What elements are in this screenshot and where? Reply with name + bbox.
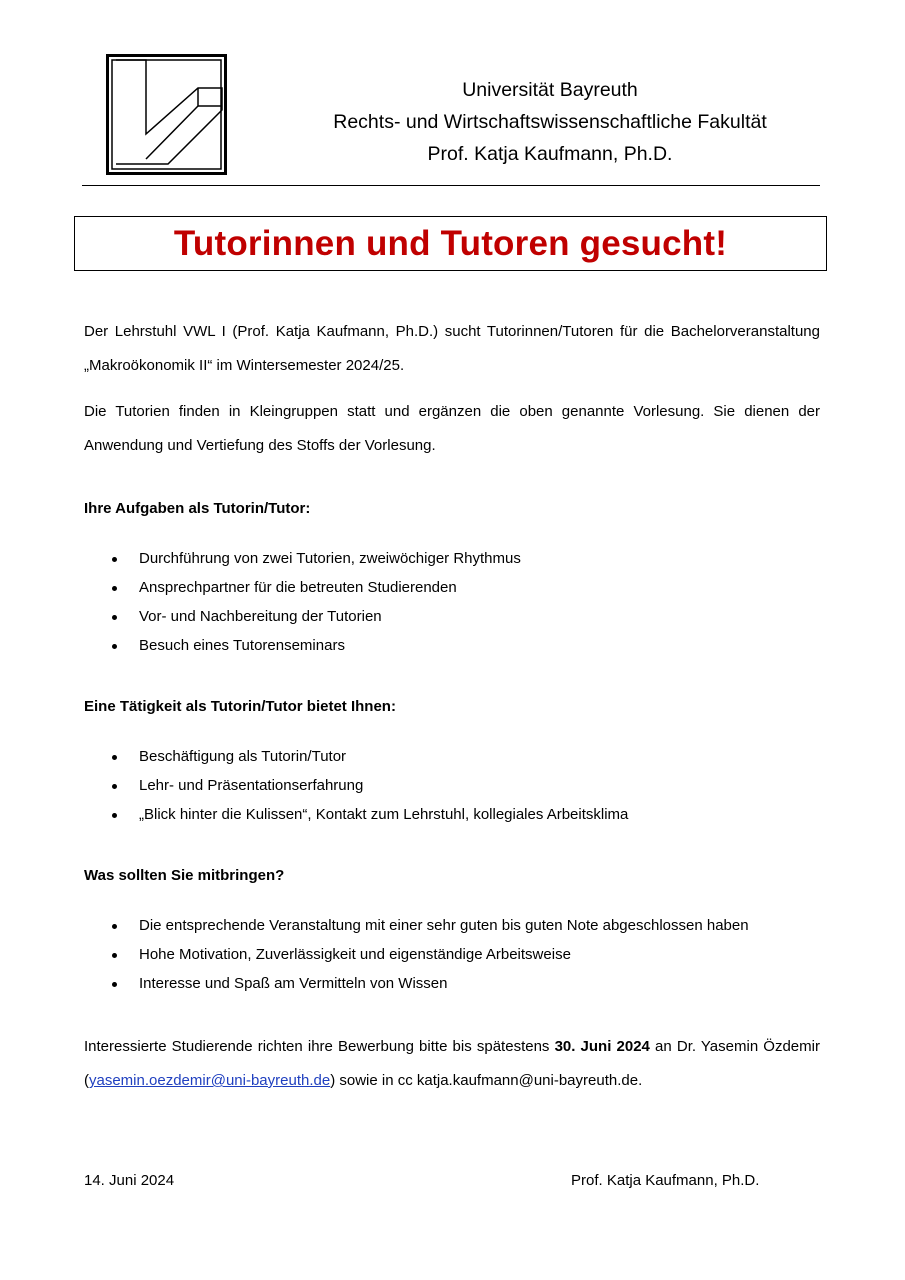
section-heading-tasks: Ihre Aufgaben als Tutorin/Tutor: xyxy=(84,500,311,517)
intro-paragraph-2: Die Tutorien finden in Kleingruppen statt und ergänzen die oben genannte Vorlesung. Sie dienen der Anwendung und Vertiefung des Stoffs der Vorlesung. xyxy=(84,403,820,454)
list-item xyxy=(84,773,820,799)
list-item xyxy=(84,604,820,630)
bullet-icon xyxy=(112,784,117,789)
list-item xyxy=(84,942,820,968)
bullet-icon xyxy=(112,924,117,929)
title-box xyxy=(74,216,827,271)
professor-name: Prof. Katja Kaufmann, Ph.D. xyxy=(427,143,673,165)
benefits-list xyxy=(84,744,820,828)
application-text: Interessierte Studierende richten ihre Bewerbung bitte bis spätestens xyxy=(84,1038,555,1055)
list-item xyxy=(84,575,820,601)
bullet-icon xyxy=(112,557,117,562)
logo-graphic xyxy=(106,54,227,175)
list-item-text: Durchführung von zwei Tutorien, zweiwöchiger Rhythmus xyxy=(139,550,521,567)
university-logo xyxy=(106,54,227,175)
document-date: 14. Juni 2024 xyxy=(84,1172,175,1189)
main-content xyxy=(84,315,820,1098)
requirements-list xyxy=(84,913,820,997)
letterhead xyxy=(250,74,850,170)
bullet-icon xyxy=(112,982,117,987)
list-item xyxy=(84,633,820,659)
list-item xyxy=(84,913,820,939)
bullet-icon xyxy=(112,813,117,818)
application-deadline: 30. Juni 2024 xyxy=(554,1038,650,1055)
section-heading-requirements: Was sollten Sie mitbringen? xyxy=(84,867,285,884)
header-divider xyxy=(82,185,820,186)
bullet-icon xyxy=(112,586,117,591)
list-item-text: Besuch eines Tutorenseminars xyxy=(139,637,345,654)
list-item-text: Die entsprechende Veranstaltung mit einer sehr guten bis guten Note abgeschlossen haben xyxy=(139,917,749,934)
list-item xyxy=(84,744,820,770)
faculty-name: Rechts- und Wirtschaftswissenschaftliche Fakultät xyxy=(333,111,767,133)
list-item-text: „Blick hinter die Kulissen“, Kontakt zum Lehrstuhl, kollegiales Arbeitsklima xyxy=(139,806,629,823)
application-text: ) sowie in cc katja.kaufmann@uni-bayreuth.de. xyxy=(330,1072,643,1089)
signature: Prof. Katja Kaufmann, Ph.D. xyxy=(571,1172,760,1189)
bullet-icon xyxy=(112,615,117,620)
tasks-list xyxy=(84,546,820,659)
list-item-text: Lehr- und Präsentationserfahrung xyxy=(139,777,364,794)
bullet-icon xyxy=(112,755,117,760)
email-link[interactable]: yasemin.oezdemir@uni-bayreuth.de xyxy=(89,1072,331,1089)
list-item xyxy=(84,971,820,997)
bullet-icon xyxy=(112,953,117,958)
university-name: Universität Bayreuth xyxy=(462,79,638,101)
list-item-text: Vor- und Nachbereitung der Tutorien xyxy=(139,608,382,625)
application-text: an Dr. Yasemin Özdemir ( xyxy=(84,1038,820,1089)
list-item xyxy=(84,546,820,572)
list-item-text: Interesse und Spaß am Vermitteln von Wissen xyxy=(139,975,448,992)
list-item-text: Beschäftigung als Tutorin/Tutor xyxy=(139,748,347,765)
page-title: Tutorinnen und Tutoren gesucht! xyxy=(173,223,728,263)
list-item-text: Hohe Motivation, Zuverlässigkeit und eigenständige Arbeitsweise xyxy=(139,946,571,963)
bullet-icon xyxy=(112,644,117,649)
intro-paragraph-1: Der Lehrstuhl VWL I (Prof. Katja Kaufmann, Ph.D.) sucht Tutorinnen/Tutoren für die Bachelorveranstaltung „Makroökonomik II“ im Wintersemester 2024/25. xyxy=(84,323,820,374)
application-paragraph xyxy=(84,1030,820,1098)
list-item xyxy=(84,802,820,828)
section-heading-benefits: Eine Tätigkeit als Tutorin/Tutor bietet Ihnen: xyxy=(84,698,396,715)
list-item-text: Ansprechpartner für die betreuten Studierenden xyxy=(139,579,457,596)
